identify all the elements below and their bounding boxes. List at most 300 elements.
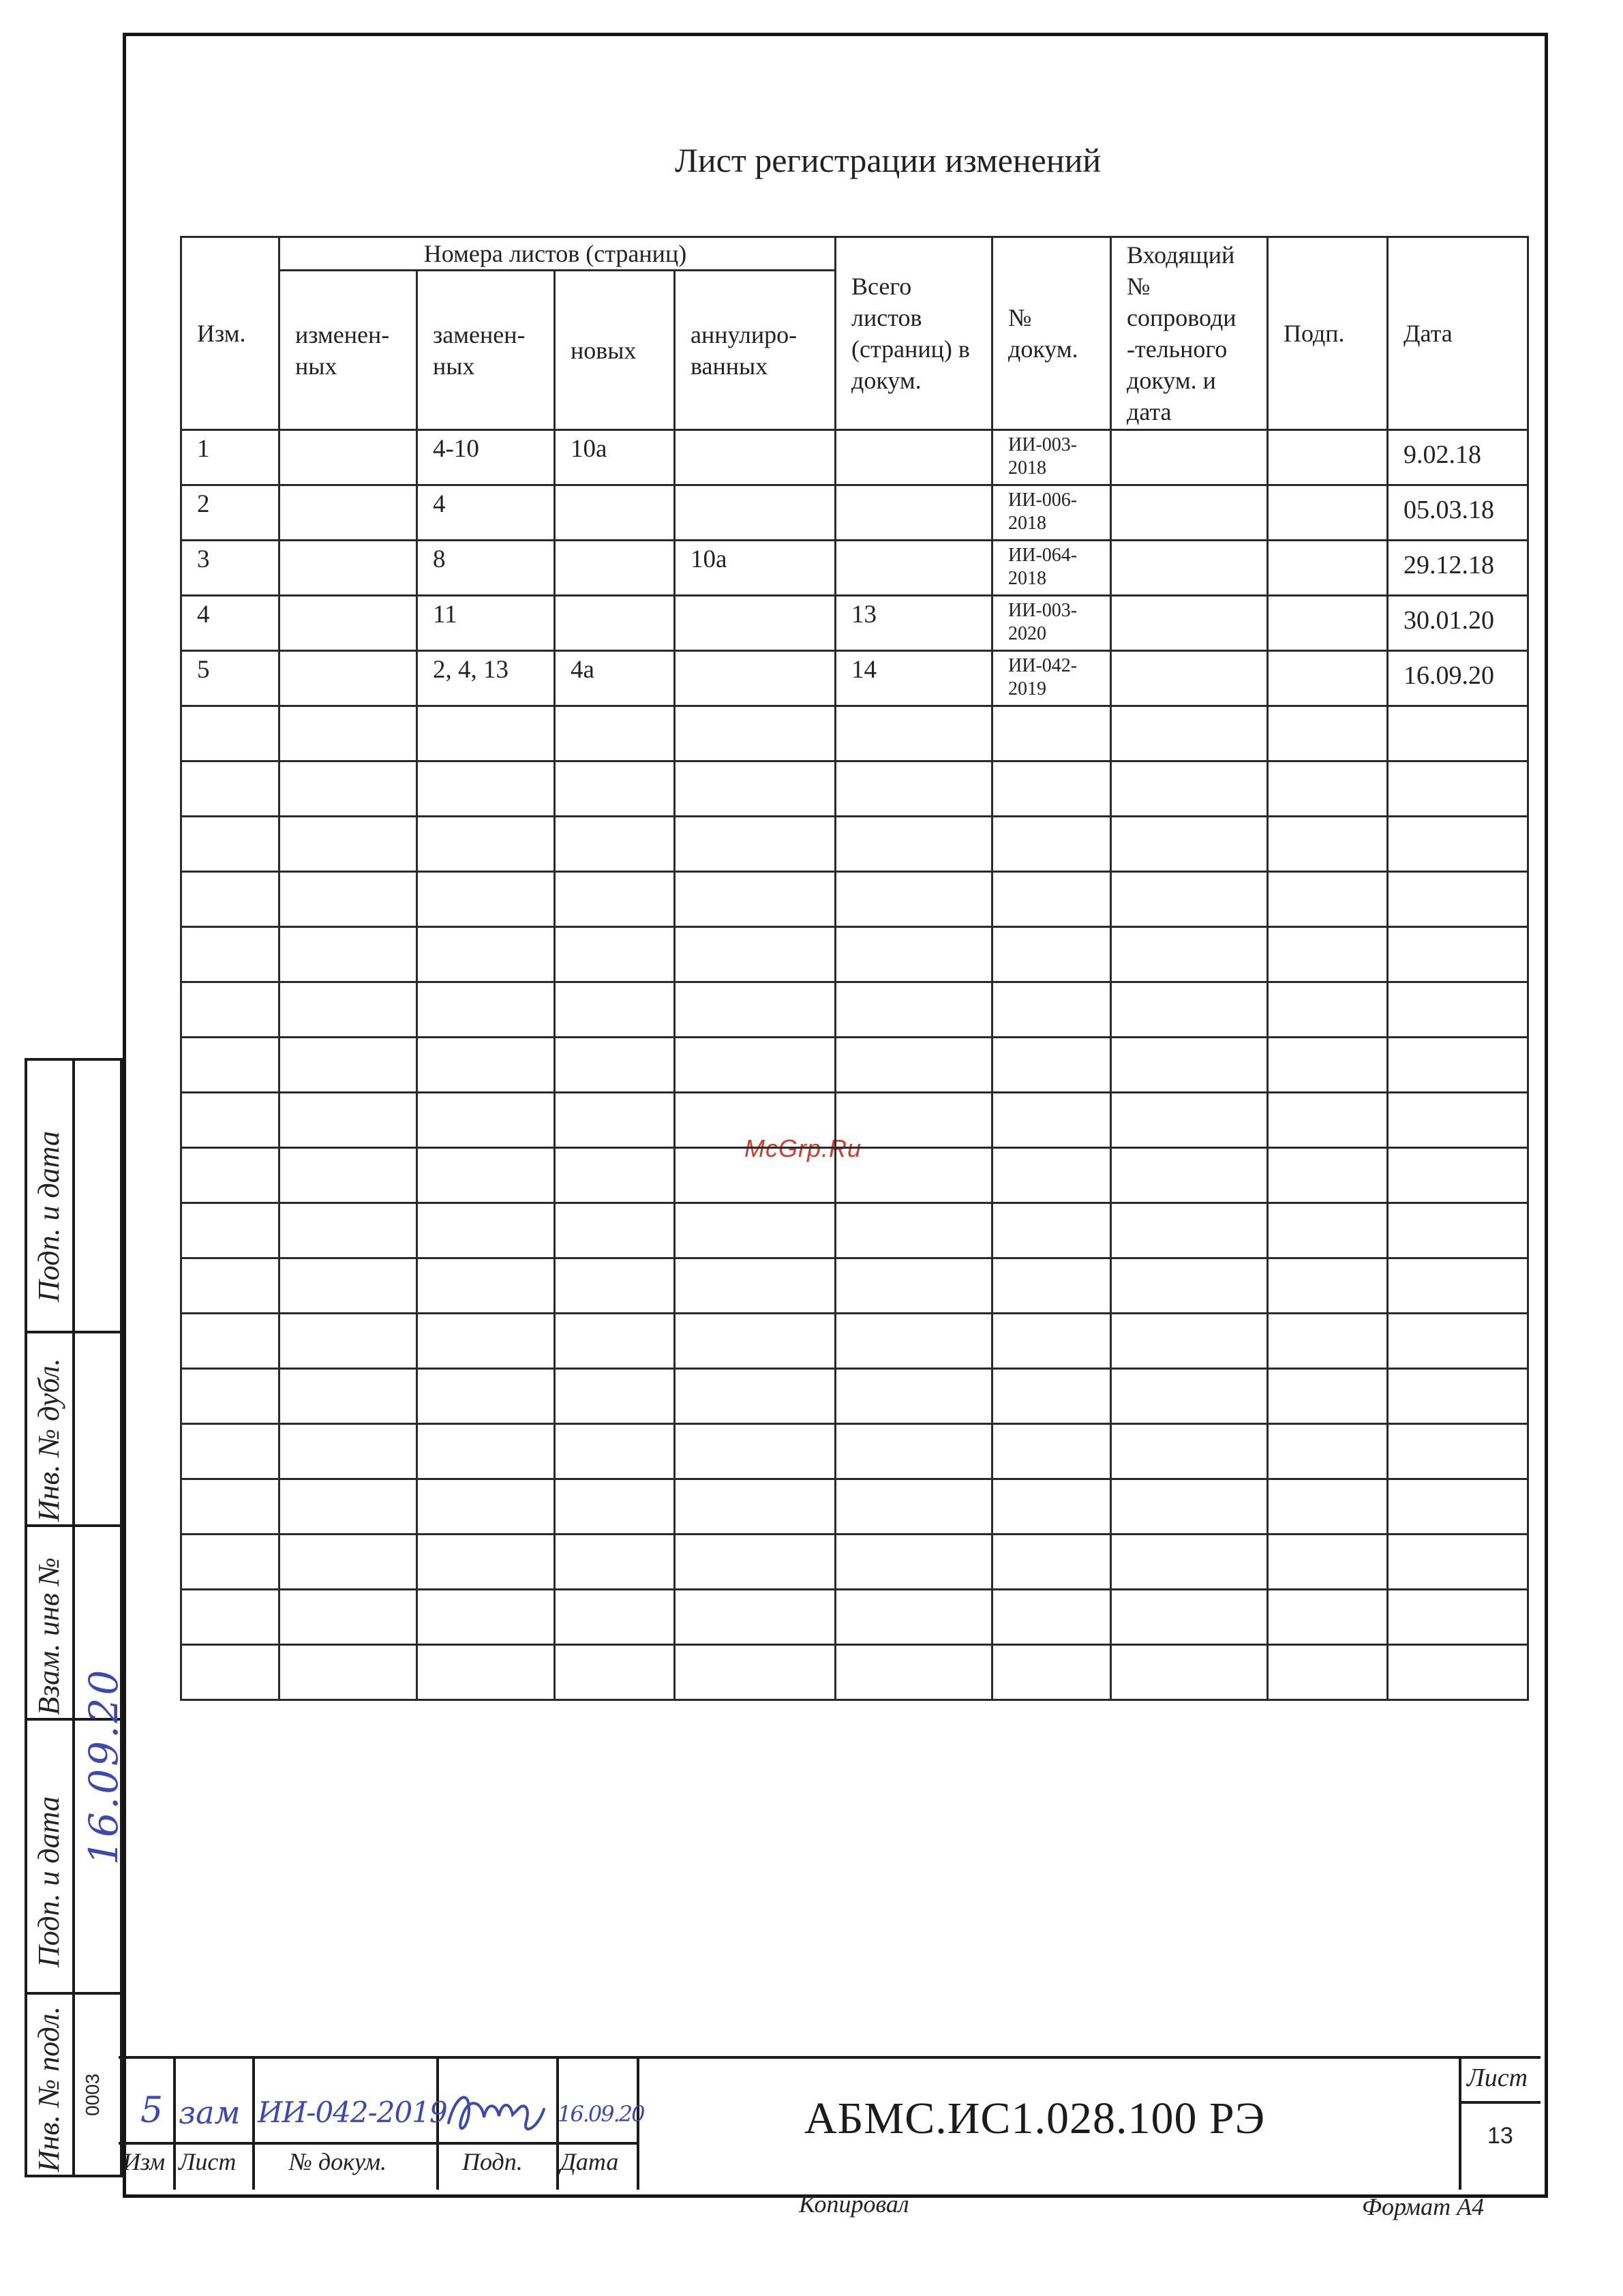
cell-total [836, 1590, 992, 1645]
tb-label-podp: Подп. [462, 2148, 523, 2175]
cell-cancelled: 10а [675, 541, 836, 596]
cell-changed [279, 1093, 417, 1148]
cell-izm [181, 1645, 279, 1700]
table-row [181, 761, 1528, 817]
tb-hand-list: зам [179, 2094, 241, 2131]
table-row [181, 927, 1528, 982]
cell-replaced [417, 1093, 555, 1148]
tb-label-data: Дата [560, 2148, 619, 2175]
header-sheet-numbers: Номера листов (страниц) [279, 237, 836, 271]
table-row [181, 541, 1528, 596]
cell-doc-number [992, 1590, 1111, 1645]
cell-doc-number [992, 817, 1111, 872]
cell-signature [1268, 761, 1388, 817]
cell-signature [1268, 1314, 1388, 1369]
cell-incoming [1111, 817, 1268, 872]
table-row [181, 1038, 1528, 1093]
cell-replaced [417, 1479, 555, 1535]
cell-cancelled [675, 1038, 836, 1093]
cell-new [555, 1314, 675, 1369]
cell-cancelled [675, 485, 836, 541]
cell-incoming [1111, 1645, 1268, 1700]
cell-date [1388, 927, 1528, 982]
cell-doc-number: ИИ-003-2018 [992, 430, 1111, 485]
cell-incoming [1111, 1203, 1268, 1258]
cell-total: 14 [836, 651, 992, 706]
cell-doc-number: ИИ-003-2020 [992, 596, 1111, 651]
cell-total [836, 541, 992, 596]
cell-incoming [1111, 927, 1268, 982]
cell-izm [181, 1479, 279, 1535]
document-designation: АБМС.ИС1.028.100 РЭ [804, 2094, 1266, 2143]
cell-replaced [417, 761, 555, 817]
cell-total [836, 1645, 992, 1700]
tb-label-izm: Изм [123, 2148, 166, 2175]
side-stamp-inner-line [72, 1058, 75, 2176]
tb-hand-data: 16.09.20 [558, 2101, 644, 2127]
table-row [181, 872, 1528, 927]
table-row [181, 1590, 1528, 1645]
side-stamp-right-line [120, 1058, 123, 2176]
cell-total [836, 1314, 992, 1369]
cell-signature [1268, 1148, 1388, 1203]
cell-changed [279, 1148, 417, 1203]
cell-total [836, 817, 992, 872]
cell-cancelled [675, 927, 836, 982]
cell-incoming [1111, 761, 1268, 817]
table-row [181, 1369, 1528, 1424]
cell-cancelled [675, 1535, 836, 1590]
cell-total [836, 1258, 992, 1314]
change-registration-table [180, 236, 1529, 1701]
cell-new [555, 927, 675, 982]
cell-date [1388, 1424, 1528, 1479]
cell-signature [1268, 982, 1388, 1038]
cell-date: 29.12.18 [1388, 541, 1528, 596]
side-stamp-line [25, 1524, 123, 1527]
cell-cancelled [675, 1258, 836, 1314]
side-signature-date: 16.09.20 [80, 1667, 127, 1865]
cell-replaced [417, 982, 555, 1038]
cell-replaced [417, 1203, 555, 1258]
cell-changed [279, 1424, 417, 1479]
cell-incoming [1111, 1590, 1268, 1645]
cell-total [836, 872, 992, 927]
cell-izm [181, 1369, 279, 1424]
cell-doc-number [992, 1424, 1111, 1479]
cell-changed [279, 1645, 417, 1700]
table-row [181, 706, 1528, 761]
cell-doc-number [992, 1038, 1111, 1093]
cell-total [836, 982, 992, 1038]
cell-new: 4а [555, 651, 675, 706]
cell-doc-number [992, 706, 1111, 761]
header-date: Дата [1388, 237, 1528, 430]
header-signature: Подп. [1268, 237, 1388, 430]
cell-doc-number [992, 1093, 1111, 1148]
table-row [181, 982, 1528, 1038]
tb-label-dokum: № докум. [289, 2148, 387, 2175]
cell-total [836, 1424, 992, 1479]
cell-doc-number [992, 1203, 1111, 1258]
cell-cancelled [675, 1479, 836, 1535]
cell-replaced [417, 1535, 555, 1590]
table-row [181, 1535, 1528, 1590]
cell-incoming [1111, 596, 1268, 651]
cell-total [836, 1535, 992, 1590]
cell-replaced [417, 1645, 555, 1700]
cell-incoming [1111, 1369, 1268, 1424]
cell-signature [1268, 1479, 1388, 1535]
cell-changed [279, 761, 417, 817]
header-total-sheets: Всего листов (страниц) в докум. [836, 237, 992, 430]
cell-changed [279, 485, 417, 541]
cell-total [836, 485, 992, 541]
cell-changed [279, 430, 417, 485]
cell-date [1388, 1148, 1528, 1203]
cell-doc-number [992, 1148, 1111, 1203]
page-title: Лист регистрации изменений [675, 141, 1102, 179]
tb-label-list: Лист [179, 2148, 237, 2175]
cell-cancelled [675, 982, 836, 1038]
cell-replaced [417, 927, 555, 982]
cell-signature [1268, 1645, 1388, 1700]
cell-doc-number [992, 927, 1111, 982]
side-stamp-outer-line [25, 1058, 27, 2176]
cell-signature [1268, 596, 1388, 651]
watermark: McGrp.Ru [744, 1134, 862, 1162]
cell-date [1388, 817, 1528, 872]
cell-signature [1268, 1424, 1388, 1479]
cell-new [555, 1590, 675, 1645]
cell-total [836, 1093, 992, 1148]
cell-date: 05.03.18 [1388, 485, 1528, 541]
cell-new [555, 706, 675, 761]
cell-new [555, 1369, 675, 1424]
cell-cancelled [675, 706, 836, 761]
cell-doc-number [992, 872, 1111, 927]
cell-doc-number: ИИ-006-2018 [992, 485, 1111, 541]
cell-doc-number [992, 1535, 1111, 1590]
cell-total [836, 1038, 992, 1093]
cell-signature [1268, 872, 1388, 927]
cell-signature [1268, 927, 1388, 982]
cell-izm [181, 982, 279, 1038]
cell-signature [1268, 1590, 1388, 1645]
cell-total: 13 [836, 596, 992, 651]
cell-date [1388, 1203, 1528, 1258]
cell-cancelled [675, 1645, 836, 1700]
cell-doc-number [992, 1258, 1111, 1314]
cell-date [1388, 1038, 1528, 1093]
cell-date [1388, 872, 1528, 927]
label-podp-data-top: Подп. и дата [32, 1130, 65, 1302]
cell-date [1388, 1645, 1528, 1700]
cell-replaced: 4-10 [417, 430, 555, 485]
cell-signature [1268, 1038, 1388, 1093]
header-new: новых [555, 271, 675, 430]
cell-date: 9.02.18 [1388, 430, 1528, 485]
cell-new [555, 761, 675, 817]
cell-total [836, 706, 992, 761]
title-block-col-line [173, 2056, 176, 2190]
cell-changed [279, 872, 417, 927]
cell-cancelled [675, 1148, 836, 1203]
cell-izm [181, 706, 279, 761]
cell-date [1388, 982, 1528, 1038]
cell-replaced [417, 1590, 555, 1645]
header-replaced: заменен-ных [417, 271, 555, 430]
cell-signature [1268, 706, 1388, 761]
sheet-label: Лист [1467, 2064, 1528, 2092]
cell-incoming [1111, 1479, 1268, 1535]
label-inv-podl: Инв. № подл. [32, 2006, 65, 2172]
cell-date [1388, 1258, 1528, 1314]
cell-izm [181, 1093, 279, 1148]
cell-cancelled [675, 651, 836, 706]
header-changed: изменен-ных [279, 271, 417, 430]
cell-changed [279, 1479, 417, 1535]
cell-changed [279, 1369, 417, 1424]
cell-new [555, 1093, 675, 1148]
cell-signature [1268, 1093, 1388, 1148]
cell-replaced: 4 [417, 485, 555, 541]
cell-new [555, 596, 675, 651]
cell-incoming [1111, 1535, 1268, 1590]
cell-date: 16.09.20 [1388, 651, 1528, 706]
cell-izm [181, 817, 279, 872]
cell-izm: 2 [181, 485, 279, 541]
side-stamp-line [25, 1992, 123, 1995]
table-row [181, 651, 1528, 706]
table-row [181, 1203, 1528, 1258]
cell-incoming [1111, 430, 1268, 485]
cell-replaced [417, 1314, 555, 1369]
cell-cancelled [675, 1093, 836, 1148]
cell-date [1388, 1479, 1528, 1535]
cell-replaced [417, 1369, 555, 1424]
table-row [181, 1645, 1528, 1700]
cell-signature [1268, 1535, 1388, 1590]
table-row [181, 1424, 1528, 1479]
cell-signature [1268, 651, 1388, 706]
cell-incoming [1111, 1148, 1268, 1203]
cell-total [836, 1479, 992, 1535]
cell-total [836, 1369, 992, 1424]
cell-izm [181, 1203, 279, 1258]
cell-izm [181, 1258, 279, 1314]
cell-replaced [417, 1258, 555, 1314]
cell-new: 10а [555, 430, 675, 485]
header-izm: Изм. [181, 237, 279, 430]
cell-incoming [1111, 1093, 1268, 1148]
cell-new [555, 1645, 675, 1700]
cell-replaced [417, 1038, 555, 1093]
table-row [181, 1479, 1528, 1535]
cell-signature [1268, 1258, 1388, 1314]
side-stamp-line [25, 1331, 123, 1333]
cell-date [1388, 1590, 1528, 1645]
cell-signature [1268, 485, 1388, 541]
cell-signature [1268, 1203, 1388, 1258]
header-incoming-doc: Входящий № сопроводи -тельного докум. и дата [1111, 237, 1268, 430]
cell-cancelled [675, 1424, 836, 1479]
cell-new [555, 982, 675, 1038]
cell-izm [181, 1590, 279, 1645]
cell-izm [181, 1424, 279, 1479]
cell-signature [1268, 817, 1388, 872]
cell-total [836, 1148, 992, 1203]
cell-cancelled [675, 1590, 836, 1645]
cell-signature [1268, 430, 1388, 485]
cell-signature [1268, 1369, 1388, 1424]
cell-date [1388, 1093, 1528, 1148]
cell-cancelled [675, 817, 836, 872]
cell-new [555, 1038, 675, 1093]
cell-changed [279, 1590, 417, 1645]
label-inv-dubl: Инв. № дубл. [32, 1358, 65, 1522]
tb-hand-dokum: ИИ-042-2019 [258, 2096, 447, 2129]
table-row [181, 1258, 1528, 1314]
cell-new [555, 1479, 675, 1535]
cell-incoming [1111, 651, 1268, 706]
cell-izm [181, 1314, 279, 1369]
cell-signature [1268, 541, 1388, 596]
cell-replaced [417, 1424, 555, 1479]
side-stamp-line [25, 2175, 123, 2177]
cell-incoming [1111, 1038, 1268, 1093]
cell-new [555, 817, 675, 872]
cell-date: 30.01.20 [1388, 596, 1528, 651]
cell-new [555, 1203, 675, 1258]
table-row [181, 817, 1528, 872]
cell-doc-number [992, 1479, 1111, 1535]
cell-new [555, 485, 675, 541]
cell-incoming [1111, 1314, 1268, 1369]
cell-incoming [1111, 485, 1268, 541]
cell-replaced [417, 817, 555, 872]
cell-changed [279, 1258, 417, 1314]
label-vzam-inv: Взам. инв № [32, 1557, 65, 1715]
cell-changed [279, 927, 417, 982]
cell-cancelled [675, 1203, 836, 1258]
title-block-sheet-divider [1459, 2056, 1461, 2190]
cell-changed [279, 1535, 417, 1590]
footer-copied: Копировал [799, 2190, 909, 2218]
cell-izm [181, 761, 279, 817]
inv-podl-value: 0003 [82, 2073, 103, 2116]
cell-changed [279, 817, 417, 872]
cell-date [1388, 761, 1528, 817]
cell-doc-number [992, 761, 1111, 817]
cell-total [836, 1203, 992, 1258]
cell-cancelled [675, 1314, 836, 1369]
cell-replaced [417, 872, 555, 927]
cell-incoming [1111, 541, 1268, 596]
cell-izm [181, 1535, 279, 1590]
table-row [181, 596, 1528, 651]
table-row [181, 1093, 1528, 1148]
cell-new [555, 1535, 675, 1590]
cell-replaced: 8 [417, 541, 555, 596]
cell-incoming [1111, 1424, 1268, 1479]
label-podp-data-bottom: Подп. и дата [32, 1796, 65, 1967]
header-cancelled: аннулиро-ванных [675, 271, 836, 430]
title-block-col-line [252, 2056, 255, 2190]
cell-new [555, 1148, 675, 1203]
cell-total [836, 927, 992, 982]
title-block-top-line [119, 2056, 1541, 2059]
cell-date [1388, 1369, 1528, 1424]
cell-replaced [417, 1148, 555, 1203]
cell-cancelled [675, 872, 836, 927]
cell-changed [279, 706, 417, 761]
table-body [181, 430, 1528, 1700]
cell-cancelled [675, 596, 836, 651]
cell-changed [279, 1038, 417, 1093]
cell-total [836, 430, 992, 485]
cell-izm: 5 [181, 651, 279, 706]
footer-format: Формат А4 [1362, 2193, 1485, 2220]
cell-doc-number [992, 1645, 1111, 1700]
cell-changed [279, 596, 417, 651]
cell-new [555, 541, 675, 596]
table-row [181, 430, 1528, 485]
cell-doc-number: ИИ-042-2019 [992, 651, 1111, 706]
cell-changed [279, 1314, 417, 1369]
cell-new [555, 1424, 675, 1479]
cell-izm [181, 1148, 279, 1203]
cell-cancelled [675, 761, 836, 817]
table-row [181, 485, 1528, 541]
table-row [181, 1314, 1528, 1369]
tb-handwritten-signature [442, 2082, 553, 2141]
cell-cancelled [675, 430, 836, 485]
title-block-sheet-line [1459, 2101, 1541, 2104]
cell-replaced [417, 706, 555, 761]
cell-doc-number: ИИ-064-2018 [992, 541, 1111, 596]
cell-izm [181, 1038, 279, 1093]
cell-incoming [1111, 982, 1268, 1038]
side-stamp-line [25, 1058, 123, 1061]
cell-replaced: 11 [417, 596, 555, 651]
header-doc-number: № докум. [992, 237, 1111, 430]
cell-total [836, 761, 992, 817]
cell-changed [279, 651, 417, 706]
cell-doc-number [992, 1369, 1111, 1424]
cell-date [1388, 706, 1528, 761]
table-row [181, 1148, 1528, 1203]
cell-doc-number [992, 1314, 1111, 1369]
cell-date [1388, 1535, 1528, 1590]
cell-changed [279, 541, 417, 596]
cell-doc-number [992, 982, 1111, 1038]
cell-izm: 3 [181, 541, 279, 596]
cell-replaced: 2, 4, 13 [417, 651, 555, 706]
cell-incoming [1111, 706, 1268, 761]
cell-izm: 1 [181, 430, 279, 485]
cell-izm [181, 927, 279, 982]
cell-izm: 4 [181, 596, 279, 651]
cell-changed [279, 982, 417, 1038]
cell-incoming [1111, 872, 1268, 927]
cell-incoming [1111, 1258, 1268, 1314]
sheet-number: 13 [1487, 2123, 1513, 2149]
tb-hand-izm: 5 [140, 2090, 164, 2131]
title-block-mid-line [119, 2142, 638, 2145]
cell-cancelled [675, 1369, 836, 1424]
cell-new [555, 1258, 675, 1314]
